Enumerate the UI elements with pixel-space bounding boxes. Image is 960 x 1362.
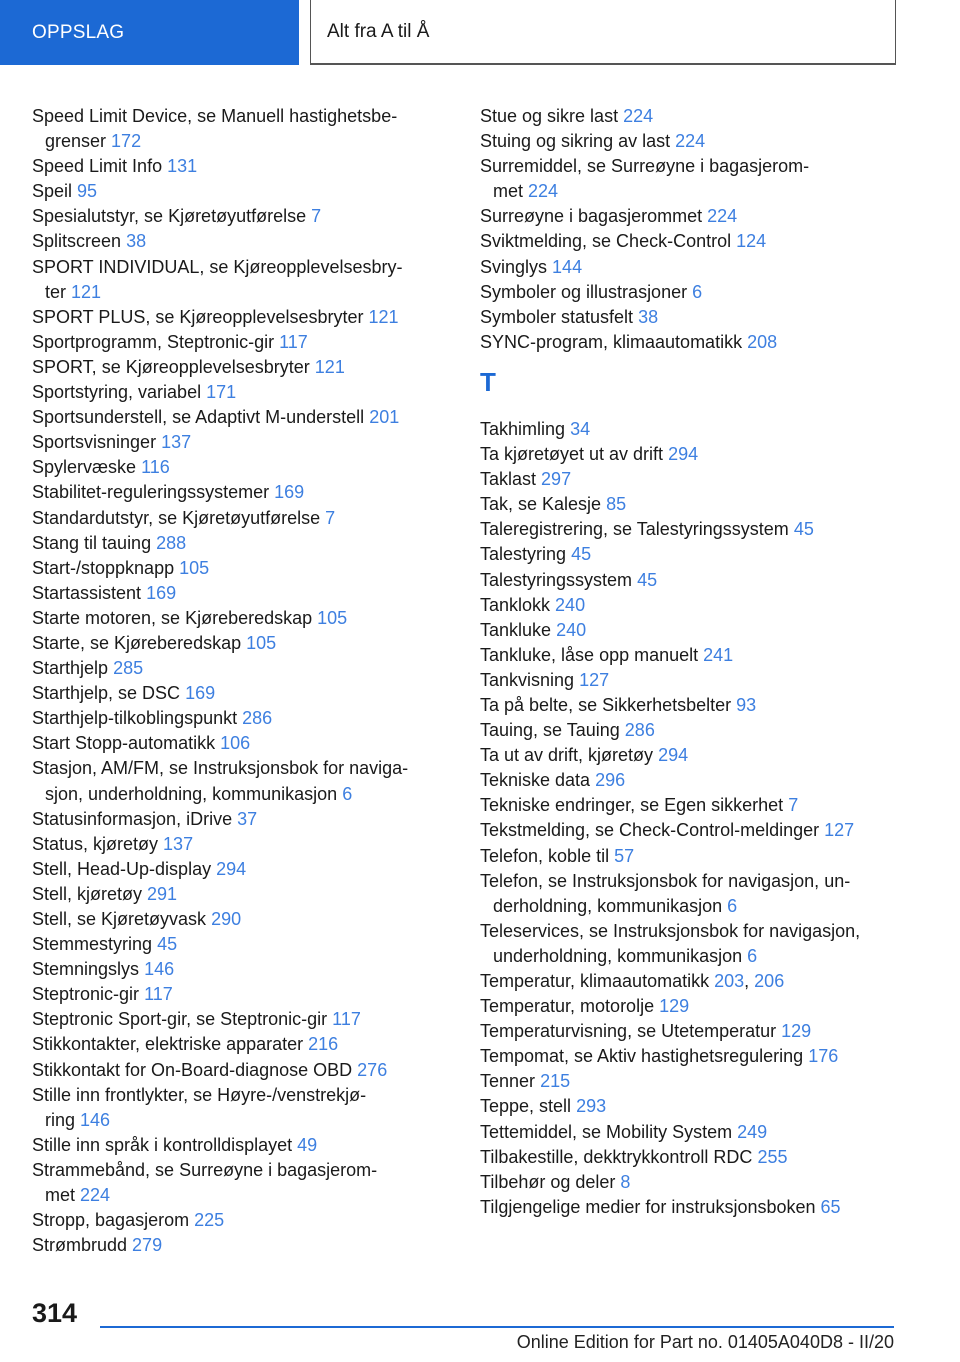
page-link[interactable]: 171	[206, 382, 237, 403]
entry-term-continuation	[480, 179, 900, 204]
index-entry	[480, 1120, 900, 1145]
entry-term: Stille inn frontlykter, se Høyre-/venstrekjø-	[32, 1084, 367, 1105]
index-entry	[32, 1233, 452, 1258]
index-entry	[32, 731, 452, 756]
entry-term: Tak, se Kalesje	[480, 494, 602, 515]
entry-term: Teleservices, se Instruksjonsbok for navigasjon,	[480, 920, 861, 941]
page-link[interactable]: 127	[579, 669, 610, 690]
index-entry	[32, 807, 452, 832]
page-link[interactable]: 225	[194, 1210, 225, 1231]
page-link[interactable]: 203	[714, 971, 745, 991]
page-link[interactable]: 224	[80, 1185, 111, 1206]
entry-term: SPORT INDIVIDUAL, se Kjøreopplevelsesbry-	[32, 256, 403, 277]
entry-term: Standardutstyr, se Kjøretøyutførelse	[32, 507, 321, 528]
index-entry	[480, 229, 900, 254]
page-link[interactable]: 286	[242, 708, 273, 729]
index-entry	[32, 179, 452, 204]
index-entry	[32, 480, 452, 505]
entry-term: Stasjon, AM/FM, se Instruksjonsbok for naviga-	[32, 758, 409, 779]
page-link[interactable]: 296	[595, 770, 626, 791]
index-entry	[480, 442, 900, 467]
index-entry	[480, 568, 900, 593]
page-link[interactable]: 65	[820, 1196, 841, 1217]
page-link[interactable]: 117	[332, 1009, 361, 1030]
entry-term-continuation-text: grenser	[45, 131, 107, 152]
letter-heading-t: T	[480, 366, 496, 397]
index-entry	[480, 1044, 900, 1069]
entry-term: Speil	[32, 181, 73, 202]
entry-term: Tenner	[480, 1071, 536, 1092]
index-entry	[32, 832, 452, 857]
entry-term: Tankluke, låse opp manuelt	[480, 644, 699, 665]
index-entry	[480, 718, 900, 743]
index-entry	[480, 1195, 900, 1220]
entry-term: Taleregistrering, se Talestyringssystem	[480, 519, 789, 540]
page-link[interactable]: 286	[624, 720, 655, 741]
page-link[interactable]: 279	[132, 1235, 163, 1256]
entry-term: Sportprogramm, Steptronic-gir	[32, 331, 275, 352]
page-link[interactable]: 116	[141, 457, 170, 478]
entry-term: Startassistent	[32, 582, 142, 603]
entry-term: Strammebånd, se Surreøyne i bagasjerom-	[32, 1159, 378, 1180]
index-entry	[32, 706, 452, 731]
entry-term: Symboler og illustrasjoner	[480, 281, 688, 302]
entry-term-continuation	[480, 894, 900, 919]
index-entry	[32, 229, 452, 254]
section-label: OPPSLAG	[32, 21, 125, 43]
index-entry	[480, 330, 900, 355]
index-entry	[480, 255, 900, 280]
entry-term-continuation-text: sjon, underholdning, kommunikasjon	[45, 783, 338, 804]
entry-term-continuation	[32, 782, 452, 807]
index-entry	[480, 919, 900, 969]
entry-term: Stemmestyring	[32, 934, 153, 955]
index-entry	[480, 768, 900, 793]
index-group-t	[480, 417, 900, 1220]
entry-term: Tettemiddel, se Mobility System	[480, 1121, 733, 1142]
index-entry	[32, 982, 452, 1007]
page-link[interactable]: 224	[675, 131, 706, 152]
index-entry	[480, 1019, 900, 1044]
page-link[interactable]: 240	[556, 619, 587, 640]
page-link[interactable]: 224	[707, 206, 738, 227]
index-entry	[480, 1145, 900, 1170]
index-entry	[32, 1007, 452, 1032]
page-link[interactable]: 144	[552, 256, 583, 277]
page-link[interactable]: 49	[297, 1134, 318, 1155]
page-link[interactable]: 294	[216, 858, 247, 879]
entry-term: Ta kjøretøyet ut av drift	[480, 444, 664, 465]
page-link[interactable]: 7	[311, 206, 322, 227]
entry-term: Stikkontakt for On-Board-diagnose OBD	[32, 1059, 353, 1080]
index-entry	[480, 104, 900, 129]
page-link[interactable]: 6	[747, 945, 758, 966]
entry-term: Tilbehør og deler	[480, 1171, 616, 1192]
entry-term-continuation-text: met	[45, 1185, 76, 1206]
page-link[interactable]: 146	[80, 1109, 111, 1130]
page-link[interactable]: 208	[747, 331, 778, 352]
entry-term: SPORT PLUS, se Kjøreopplevelsesbryter	[32, 306, 364, 327]
index-entry	[32, 380, 452, 405]
page-link[interactable]: 6	[692, 281, 703, 302]
page-link[interactable]: 129	[659, 996, 690, 1017]
page-link[interactable]: 249	[737, 1121, 768, 1142]
page-link[interactable]: 169	[185, 683, 216, 704]
entry-term-continuation-text: underholdning, kommunikasjon	[493, 945, 743, 966]
page-link[interactable]: 294	[668, 444, 699, 465]
page-link[interactable]: 288	[156, 532, 187, 553]
entry-term: Tanklokk	[480, 594, 551, 615]
entry-term: Stuing og sikring av last	[480, 131, 671, 152]
index-entry	[480, 818, 900, 843]
page-link[interactable]: 105	[317, 607, 348, 628]
page-link[interactable]: 37	[237, 808, 258, 829]
entry-term-continuation-text: ter	[45, 281, 67, 302]
entry-term: Takhimling	[480, 418, 566, 439]
index-entry	[480, 204, 900, 229]
page-link[interactable]: 6	[342, 783, 353, 804]
index-entry	[32, 355, 452, 380]
index-entry	[480, 593, 900, 618]
page-link[interactable]: 294	[658, 745, 689, 766]
entry-term: Talestyring	[480, 544, 567, 565]
entry-term: Tauing, se Tauing	[480, 720, 620, 741]
index-entry	[480, 1094, 900, 1119]
page-link[interactable]: 290	[211, 909, 242, 929]
index-entry	[32, 1083, 452, 1133]
page-link[interactable]: 6	[727, 895, 738, 916]
page-link[interactable]: 169	[274, 482, 305, 503]
entry-term: Temperaturvisning, se Utetemperatur	[480, 1021, 777, 1042]
entry-term: Spylervæske	[32, 457, 137, 478]
index-entry	[32, 556, 452, 581]
entry-term: Starthjelp-tilkoblingspunkt	[32, 708, 238, 729]
entry-term: Start Stopp-automatikk	[32, 733, 216, 754]
entry-term: Sportsunderstell, se Adaptivt M-understell	[32, 407, 365, 428]
page-link[interactable]: 85	[606, 494, 627, 515]
index-entry	[32, 957, 452, 982]
page-link[interactable]: 105	[246, 632, 277, 653]
footer-divider	[100, 1326, 894, 1328]
page-number: 314	[32, 1298, 78, 1328]
entry-term: Tempomat, se Aktiv hastighetsregulering	[480, 1046, 804, 1067]
page-link[interactable]: 285	[113, 658, 144, 679]
index-entry	[32, 330, 452, 355]
entry-term: Surreøyne i bagasjerommet	[480, 206, 703, 227]
index-entry	[480, 305, 900, 330]
page-link[interactable]: 95	[77, 181, 98, 202]
entry-term: Taklast	[480, 469, 537, 490]
page-link[interactable]: 240	[555, 594, 586, 615]
page-link[interactable]: 146	[144, 959, 175, 980]
entry-term-continuation	[32, 280, 452, 305]
entry-term: Stell, kjøretøy	[32, 883, 143, 904]
entry-term: Tankvisning	[480, 669, 575, 690]
entry-term: Tilbakestille, dekktrykkontroll RDC	[480, 1146, 753, 1167]
page-link[interactable]: 93	[736, 694, 757, 715]
page-link[interactable]: 45	[571, 544, 592, 565]
entry-term: Tankluke	[480, 619, 552, 640]
entry-term-continuation	[32, 1183, 452, 1208]
page-link[interactable]: 172	[111, 131, 142, 152]
index-entry	[480, 844, 900, 869]
page-link[interactable]: 293	[576, 1096, 607, 1117]
index-entry	[480, 517, 900, 542]
index-entry	[32, 681, 452, 706]
entry-term: Stikkontakter, elektriske apparater	[32, 1034, 304, 1055]
entry-term: SPORT, se Kjøreopplevelsesbryter	[32, 356, 310, 377]
entry-term: Splitscreen	[32, 231, 122, 252]
entry-term: Stabilitet-reguleringssystemer	[32, 482, 270, 503]
page-link[interactable]: 169	[146, 582, 177, 603]
entry-term: Talestyringssystem	[480, 569, 633, 590]
index-entry	[32, 455, 452, 480]
entry-term: Status, kjøretøy	[32, 833, 159, 854]
index-entry	[32, 907, 452, 932]
index-entry	[480, 643, 900, 668]
entry-term: Start-/stoppknapp	[32, 557, 175, 578]
index-entry	[480, 492, 900, 517]
index-group-s	[480, 104, 900, 355]
page-link[interactable]: 224	[623, 106, 654, 126]
page-link[interactable]: 206	[754, 971, 785, 991]
index-entry	[32, 1133, 452, 1158]
entry-term: Stang til tauing	[32, 532, 152, 553]
entry-term: Steptronic Sport-gir, se Steptronic-gir	[32, 1009, 328, 1030]
entry-term: Starte motoren, se Kjøreberedskap	[32, 607, 313, 628]
page-link[interactable]: 137	[163, 833, 194, 854]
entry-term: Speed Limit Device, se Manuell hastighetsbe-	[32, 106, 398, 126]
index-entry	[32, 932, 452, 957]
entry-term: Temperatur, motorolje	[480, 996, 655, 1017]
page-link[interactable]: 176	[808, 1046, 839, 1067]
entry-term: Steptronic-gir	[32, 984, 140, 1005]
page-link[interactable]: 38	[126, 231, 147, 252]
page-link[interactable]: 241	[703, 644, 734, 665]
entry-term: Ta ut av drift, kjøretøy	[480, 745, 654, 766]
index-column-right	[480, 104, 900, 1220]
entry-term: Teppe, stell	[480, 1096, 572, 1117]
index-entry	[32, 531, 452, 556]
index-entry	[32, 857, 452, 882]
entry-term-continuation	[32, 129, 452, 154]
index-entry	[32, 656, 452, 681]
entry-term: Starte, se Kjøreberedskap	[32, 632, 242, 653]
entry-term: Spesialutstyr, se Kjøretøyutførelse	[32, 206, 307, 227]
page-link[interactable]: 8	[620, 1171, 631, 1192]
edition-footer: Online Edition for Part no. 01405A040D8 - II/20	[516, 1332, 894, 1352]
page-link[interactable]: 45	[157, 934, 178, 955]
index-entry	[32, 305, 452, 330]
index-entry	[480, 1170, 900, 1195]
page-link[interactable]: 121	[314, 356, 345, 377]
entry-term: Stropp, bagasjerom	[32, 1210, 190, 1231]
index-entry	[480, 280, 900, 305]
entry-term: Statusinformasjon, iDrive	[32, 808, 233, 829]
entry-term-continuation	[32, 1108, 452, 1133]
entry-term: Stell, se Kjøretøyvask	[32, 909, 207, 929]
page-link[interactable]: 38	[638, 306, 659, 327]
index-entry	[480, 1069, 900, 1094]
index-entry	[480, 793, 900, 818]
index-entry	[32, 1058, 452, 1083]
entry-term-continuation	[480, 944, 900, 969]
index-entry	[32, 104, 452, 154]
entry-term: Telefon, koble til	[480, 845, 610, 866]
index-entry	[32, 430, 452, 455]
entry-term: Sportstyring, variabel	[32, 382, 202, 403]
page-link[interactable]: 117	[144, 984, 173, 1005]
page-link[interactable]: 297	[541, 469, 572, 490]
index-entry	[480, 129, 900, 154]
index-entry	[480, 417, 900, 442]
index-entry	[32, 756, 452, 806]
index-entry	[32, 204, 452, 229]
page-link[interactable]: 224	[528, 181, 559, 202]
entry-term: Starthjelp, se DSC	[32, 683, 181, 704]
index-entry	[480, 467, 900, 492]
entry-term: Sportsvisninger	[32, 432, 157, 453]
entry-term: Symboler statusfelt	[480, 306, 634, 327]
entry-term: Stemningslys	[32, 959, 140, 980]
entry-term: Tekniske data	[480, 770, 591, 791]
index-entry	[32, 1158, 452, 1208]
page-link[interactable]: 291	[147, 883, 178, 904]
index-entry	[32, 882, 452, 907]
index-entry	[480, 994, 900, 1019]
page-link[interactable]: 137	[161, 432, 192, 453]
page-link[interactable]: 7	[325, 507, 336, 528]
entry-term: Tilgjengelige medier for instruksjonsboken	[480, 1196, 816, 1217]
index-column-left	[32, 104, 452, 1258]
index-entry	[32, 405, 452, 430]
entry-term-continuation-text: derholdning, kommunikasjon	[493, 895, 723, 916]
page-link[interactable]: 57	[614, 845, 635, 866]
page-link[interactable]: 7	[788, 795, 799, 816]
entry-term: Speed Limit Info	[32, 156, 163, 177]
index-entry	[480, 668, 900, 693]
entry-term: Tekniske endringer, se Egen sikkerhet	[480, 795, 784, 816]
page-link[interactable]: 124	[736, 231, 767, 252]
page-title-box	[310, 0, 896, 65]
page-link[interactable]: 255	[757, 1146, 788, 1167]
index-entry	[32, 154, 452, 179]
entry-term: Stue og sikre last	[480, 106, 619, 126]
index-entry: Temperatur, klimaautomatikk 203, 206	[480, 971, 785, 991]
page-link[interactable]: 215	[540, 1071, 571, 1092]
index-entry	[480, 154, 900, 204]
entry-term: Strømbrudd	[32, 1235, 128, 1256]
entry-term: Sviktmelding, se Check-Control	[480, 231, 732, 252]
entry-term: Svinglys	[480, 256, 548, 277]
index-entry	[32, 255, 452, 305]
page-link[interactable]: 121	[368, 306, 399, 327]
index-entry	[480, 693, 900, 718]
index-entry	[480, 869, 900, 919]
page-link[interactable]: 45	[637, 569, 658, 590]
page-link[interactable]: 105	[179, 557, 210, 578]
entry-term: Telefon, se Instruksjonsbok for navigasjon, un-	[480, 870, 851, 891]
entry-term: Stille inn språk i kontrolldisplayet	[32, 1134, 293, 1155]
page-link[interactable]: 127	[824, 820, 855, 841]
entry-term: Surremiddel, se Surreøyne i bagasjerom-	[480, 156, 810, 177]
page-title: Alt fra A til Å	[327, 20, 430, 42]
index-entry	[32, 506, 452, 531]
entry-term: Temperatur, klimaautomatikk	[480, 971, 710, 991]
page-link[interactable]: 117	[279, 331, 308, 352]
index-entry	[480, 618, 900, 643]
index-entry	[480, 542, 900, 567]
index-entry	[480, 743, 900, 768]
entry-term: Ta på belte, se Sikkerhetsbelter	[480, 694, 732, 715]
entry-term-continuation-text: met	[493, 181, 524, 202]
entry-term: Tekstmelding, se Check-Control-meldinger	[480, 820, 820, 841]
section-tab	[0, 0, 299, 65]
index-entry	[32, 1208, 452, 1233]
page-link[interactable]: 121	[71, 281, 102, 302]
entry-term: Stell, Head-Up-display	[32, 858, 212, 879]
page-link[interactable]: 34	[570, 418, 591, 439]
page-link[interactable]: 131	[167, 156, 198, 177]
page-link[interactable]: 216	[308, 1034, 339, 1055]
index-entry	[32, 606, 452, 631]
page-link[interactable]: 201	[369, 407, 400, 428]
page-link[interactable]: 106	[220, 733, 251, 754]
index-entry	[32, 581, 452, 606]
index-entry	[32, 1032, 452, 1057]
page-link[interactable]: 276	[357, 1059, 388, 1080]
entry-term: Starthjelp	[32, 658, 109, 679]
entry-term: SYNC-program, klimaautomatikk	[480, 331, 743, 352]
entry-term-continuation-text: ring	[45, 1109, 76, 1130]
index-entry	[32, 631, 452, 656]
page-link[interactable]: 45	[793, 519, 814, 540]
page-link[interactable]: 129	[781, 1021, 812, 1042]
